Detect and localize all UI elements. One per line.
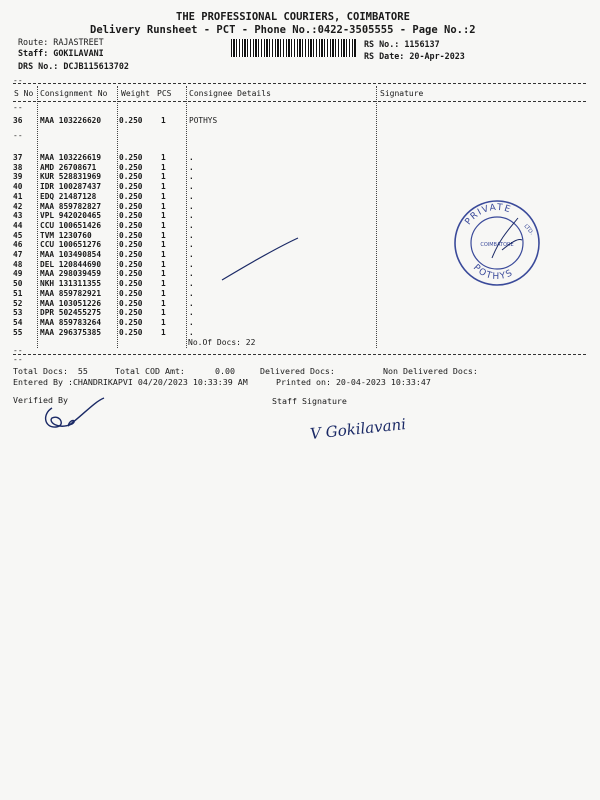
staff-signature-label: Staff Signature bbox=[272, 396, 347, 406]
cell-weight: 0.250 bbox=[119, 308, 143, 318]
cell-details: . bbox=[189, 327, 194, 337]
cell-sno: 49 bbox=[13, 269, 23, 279]
cell-consignment: NKH 131311355 bbox=[40, 279, 102, 289]
cell-consignment: DPR 502455275 bbox=[40, 308, 102, 318]
cell-weight: 0.250 bbox=[119, 240, 143, 250]
cell-consignment: CCU 100651426 bbox=[40, 220, 102, 230]
cell-pcs: 1 bbox=[161, 250, 166, 259]
stamp-right-text: LTD. bbox=[522, 223, 535, 237]
cell-consignment: MAA 296375385 bbox=[40, 327, 102, 337]
cell-pcs: 1 bbox=[161, 220, 166, 230]
cell-pcs: 1 bbox=[161, 327, 166, 337]
cell-pcs: 1 bbox=[161, 116, 166, 125]
cell-sno: 44 bbox=[13, 220, 23, 230]
cell-consignment: EDQ 21487128 bbox=[40, 191, 97, 201]
cell-weight: 0.250 bbox=[119, 201, 143, 211]
table-row bbox=[13, 299, 583, 309]
stamp-bottom-text: POTHYS bbox=[470, 262, 516, 283]
cell-weight: 0.250 bbox=[119, 279, 143, 289]
route-label: Route: RAJASTREET bbox=[18, 37, 104, 47]
cell-details: POTHYS bbox=[189, 116, 218, 125]
entered-by: Entered By :CHANDRIKAPVI 04/20/2023 10:33:39 AM bbox=[13, 377, 248, 387]
cell-weight: 0.250 bbox=[119, 116, 143, 125]
cell-weight: 0.250 bbox=[119, 182, 143, 192]
cell-weight: 0.250 bbox=[119, 230, 143, 240]
cell-details: . bbox=[189, 279, 194, 289]
cell-weight: 0.250 bbox=[119, 191, 143, 201]
cell-sno: 46 bbox=[13, 240, 23, 250]
cell-pcs: 1 bbox=[161, 182, 166, 192]
cell-details: . bbox=[189, 182, 194, 192]
rs-number: RS No.: 1156137 bbox=[364, 39, 440, 49]
company-title: THE PROFESSIONAL COURIERS, COIMBATORE bbox=[176, 11, 410, 23]
cell-pcs: 1 bbox=[161, 230, 166, 240]
barcode bbox=[231, 39, 356, 57]
cell-sno: 38 bbox=[13, 162, 23, 172]
cell-consignment: KUR 528831969 bbox=[40, 172, 102, 182]
cell-sno: 51 bbox=[13, 288, 23, 298]
cell-sno: 39 bbox=[13, 172, 23, 182]
header-divider-bottom bbox=[13, 101, 586, 102]
cell-consignment: MAA 859783264 bbox=[40, 317, 102, 327]
cell-details: . bbox=[189, 288, 194, 298]
cell-sno: 48 bbox=[13, 259, 23, 269]
cell-weight: 0.250 bbox=[119, 327, 143, 337]
cell-sno: 53 bbox=[13, 308, 23, 318]
dash-marker: -- bbox=[13, 355, 23, 364]
cell-weight: 0.250 bbox=[119, 298, 143, 308]
table-row bbox=[13, 308, 583, 318]
cell-weight: 0.250 bbox=[119, 259, 143, 269]
cell-pcs: 1 bbox=[161, 298, 166, 308]
cell-pcs: 1 bbox=[161, 172, 166, 182]
cell-consignment: MAA 103051226 bbox=[40, 298, 102, 308]
table-row bbox=[13, 182, 583, 192]
cell-sno: 41 bbox=[13, 191, 23, 201]
cell-details: . bbox=[189, 259, 194, 269]
table-row bbox=[13, 289, 583, 299]
no-of-docs: No.Of Docs: 22 bbox=[188, 338, 256, 347]
cell-consignment: CCU 100651276 bbox=[40, 240, 102, 250]
col-consignment: Consignment No bbox=[40, 89, 108, 98]
cell-weight: 0.250 bbox=[119, 211, 143, 221]
total-cod-value: 0.00 bbox=[215, 366, 235, 376]
cell-pcs: 1 bbox=[161, 162, 166, 172]
cell-pcs: 1 bbox=[161, 191, 166, 201]
cell-details: . bbox=[189, 298, 194, 308]
cell-sno: 54 bbox=[13, 317, 23, 327]
non-delivered-docs: Non Delivered Docs: bbox=[383, 366, 478, 376]
cell-consignment: MAA 103490854 bbox=[40, 250, 102, 259]
verified-by-label: Verified By bbox=[13, 395, 68, 405]
total-cod-label: Total COD Amt: bbox=[115, 366, 185, 376]
cell-weight: 0.250 bbox=[119, 172, 143, 182]
cell-details: . bbox=[189, 162, 194, 172]
cell-sno: 42 bbox=[13, 201, 23, 211]
cell-weight: 0.250 bbox=[119, 317, 143, 327]
col-weight: Weight bbox=[121, 89, 150, 98]
cell-sno: 47 bbox=[13, 250, 23, 259]
cell-sno: 36 bbox=[13, 116, 23, 125]
dash-marker: -- bbox=[13, 103, 23, 112]
cell-consignment: MAA 103226619 bbox=[40, 153, 102, 162]
verified-signature bbox=[38, 394, 108, 436]
cell-consignment: MAA 859782921 bbox=[40, 288, 102, 298]
cell-details: . bbox=[189, 230, 194, 240]
printed-on: Printed on: 20-04-2023 10:33:47 bbox=[276, 377, 431, 387]
cell-pcs: 1 bbox=[161, 269, 166, 279]
cell-sno: 40 bbox=[13, 182, 23, 192]
header-divider-top bbox=[13, 83, 586, 84]
staff-handwritten-signature: V Gokilavani bbox=[309, 415, 407, 443]
table-row bbox=[13, 163, 583, 173]
table-row bbox=[13, 328, 583, 338]
rs-date: RS Date: 20-Apr-2023 bbox=[364, 51, 465, 61]
cell-details: . bbox=[189, 172, 194, 182]
company-stamp bbox=[452, 198, 542, 288]
cell-pcs: 1 bbox=[161, 279, 166, 289]
cell-consignment: MAA 103226620 bbox=[40, 116, 102, 125]
cell-details: . bbox=[189, 240, 194, 250]
cell-pcs: 1 bbox=[161, 240, 166, 250]
cell-pcs: 1 bbox=[161, 259, 166, 269]
cell-details: . bbox=[189, 317, 194, 327]
cell-details: . bbox=[189, 153, 194, 162]
pen-stroke bbox=[220, 236, 300, 282]
cell-sno: 50 bbox=[13, 279, 23, 289]
cell-weight: 0.250 bbox=[119, 250, 143, 259]
cell-details: . bbox=[189, 269, 194, 279]
col-sno: S No bbox=[14, 89, 34, 98]
dash-marker: -- bbox=[13, 346, 23, 355]
table-row bbox=[13, 318, 583, 328]
cell-pcs: 1 bbox=[161, 308, 166, 318]
col-consignee: Consignee Details bbox=[189, 89, 271, 98]
dash-marker: -- bbox=[13, 131, 23, 140]
cell-consignment: VPL 942020465 bbox=[40, 211, 102, 221]
stamp-top-text: PRIVATE bbox=[463, 202, 513, 228]
cell-weight: 0.250 bbox=[119, 162, 143, 172]
totals-divider bbox=[13, 354, 586, 355]
cell-details: . bbox=[189, 201, 194, 211]
cell-details: . bbox=[189, 191, 194, 201]
cell-pcs: 1 bbox=[161, 201, 166, 211]
cell-pcs: 1 bbox=[161, 211, 166, 221]
cell-sno: 43 bbox=[13, 211, 23, 221]
col-pcs: PCS bbox=[157, 89, 172, 98]
dash-marker: -- bbox=[13, 76, 23, 85]
cell-details: . bbox=[189, 211, 194, 221]
cell-weight: 0.250 bbox=[119, 269, 143, 279]
cell-consignment: MAA 298039459 bbox=[40, 269, 102, 279]
stamp-center-text: COIMBATORE bbox=[480, 242, 514, 248]
table-row bbox=[13, 153, 583, 163]
cell-sno: 52 bbox=[13, 298, 23, 308]
col-signature: Signature bbox=[380, 89, 424, 98]
delivered-docs: Delivered Docs: bbox=[260, 366, 335, 376]
runsheet-subtitle: Delivery Runsheet - PCT - Phone No.:0422-3505555 - Page No.:2 bbox=[90, 24, 476, 36]
cell-consignment: AMD 26708671 bbox=[40, 162, 97, 172]
cell-consignment: TVM 1230760 bbox=[40, 230, 92, 240]
cell-weight: 0.250 bbox=[119, 153, 143, 162]
cell-sno: 45 bbox=[13, 230, 23, 240]
staff-label: Staff: GOKILAVANI bbox=[18, 48, 104, 58]
cell-sno: 55 bbox=[13, 327, 23, 337]
drs-number: DRS No.: DCJB115613702 bbox=[18, 61, 129, 71]
cell-sno: 37 bbox=[13, 153, 23, 162]
cell-details: . bbox=[189, 308, 194, 318]
cell-weight: 0.250 bbox=[119, 288, 143, 298]
cell-pcs: 1 bbox=[161, 153, 166, 162]
cell-consignment: IDR 100287437 bbox=[40, 182, 102, 192]
cell-pcs: 1 bbox=[161, 317, 166, 327]
total-docs: Total Docs: 55 bbox=[13, 366, 88, 376]
cell-weight: 0.250 bbox=[119, 220, 143, 230]
cell-consignment: MAA 859782827 bbox=[40, 201, 102, 211]
cell-pcs: 1 bbox=[161, 288, 166, 298]
cell-consignment: DEL 120844690 bbox=[40, 259, 102, 269]
cell-details: . bbox=[189, 220, 194, 230]
cell-details: . bbox=[189, 250, 194, 259]
table-row bbox=[13, 116, 583, 126]
svg-text:PRIVATE bbox=[464, 203, 513, 227]
table-row bbox=[13, 172, 583, 182]
